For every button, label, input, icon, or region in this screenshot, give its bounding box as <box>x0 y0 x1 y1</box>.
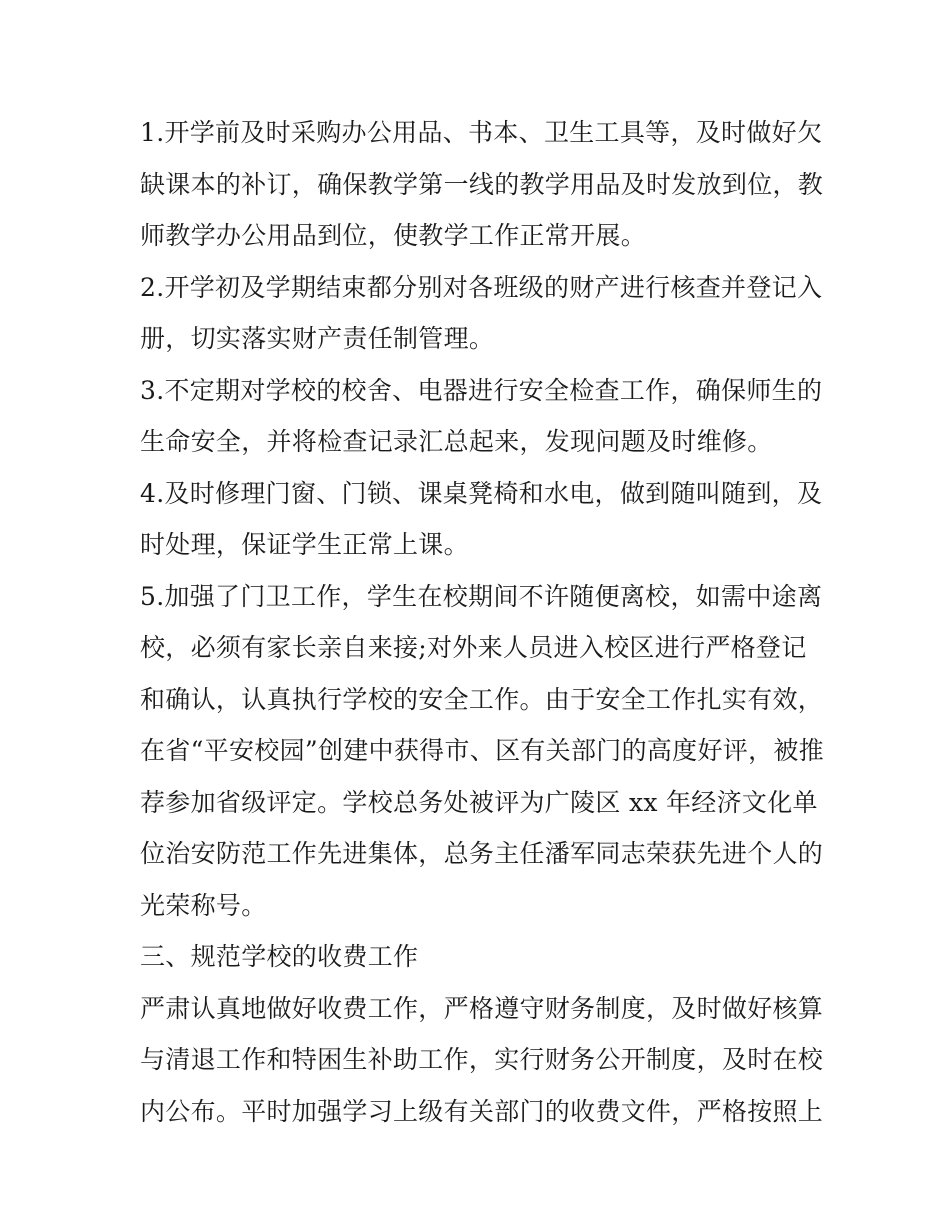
text-line: 生命安全，并将检查记录汇总起来，发现问题及时维修。 <box>140 427 773 456</box>
text-line: 5.加强了门卫工作，学生在校期间不许随便离校，如需中途离 <box>140 581 823 611</box>
text-line: 位治安防范工作先进集体，总务主任潘军同志荣获先进个人的 <box>140 839 824 868</box>
text-line: 校，必须有家长亲自来接;对外来人员进入校区进行严格登记 <box>140 633 807 662</box>
text-line: 册，切实落实财产责任制管理。 <box>140 324 495 353</box>
text-line: 和确认，认真执行学校的安全工作。由于安全工作扎实有效， <box>140 684 824 714</box>
text-line: 时处理，保证学生正常上课。 <box>140 530 469 559</box>
text-line: 内公布。平时加强学习上级有关部门的收费文件，严格按照上 <box>140 1096 824 1126</box>
text-line: 光荣称号。 <box>140 890 267 920</box>
text-line: 2.开学初及学期结束都分别对各班级的财产进行核查并登记入 <box>140 272 823 302</box>
text-line: 4.及时修理门窗、门锁、课桌凳椅和水电，做到随叫随到，及 <box>140 478 823 508</box>
text-line: 在省“平安校园”创建中获得市、区有关部门的高度好评，被推 <box>140 736 824 765</box>
text-line: 1.开学前及时采购办公用品、书本、卫生工具等，及时做好欠 <box>140 118 823 147</box>
text-line: 荐参加省级评定。学校总务处被评为广陵区 xx 年经济文化单 <box>140 787 818 817</box>
text-line: 缺课本的补订，确保教学第一线的教学用品及时发放到位，教 <box>140 169 824 199</box>
text-line: 与清退工作和特困生补助工作，实行财务公开制度，及时在校 <box>140 1045 824 1074</box>
text-line: 严肃认真地做好收费工作，严格遵守财务制度，及时做好核算 <box>140 993 824 1023</box>
document-body <box>140 107 824 1137</box>
text-line: 3.不定期对学校的校舍、电器进行安全检查工作，确保师生的 <box>140 375 823 405</box>
text-line: 师教学办公用品到位，使教学工作正常开展。 <box>140 221 647 250</box>
section-heading: 三、规范学校的收费工作 <box>140 942 419 971</box>
